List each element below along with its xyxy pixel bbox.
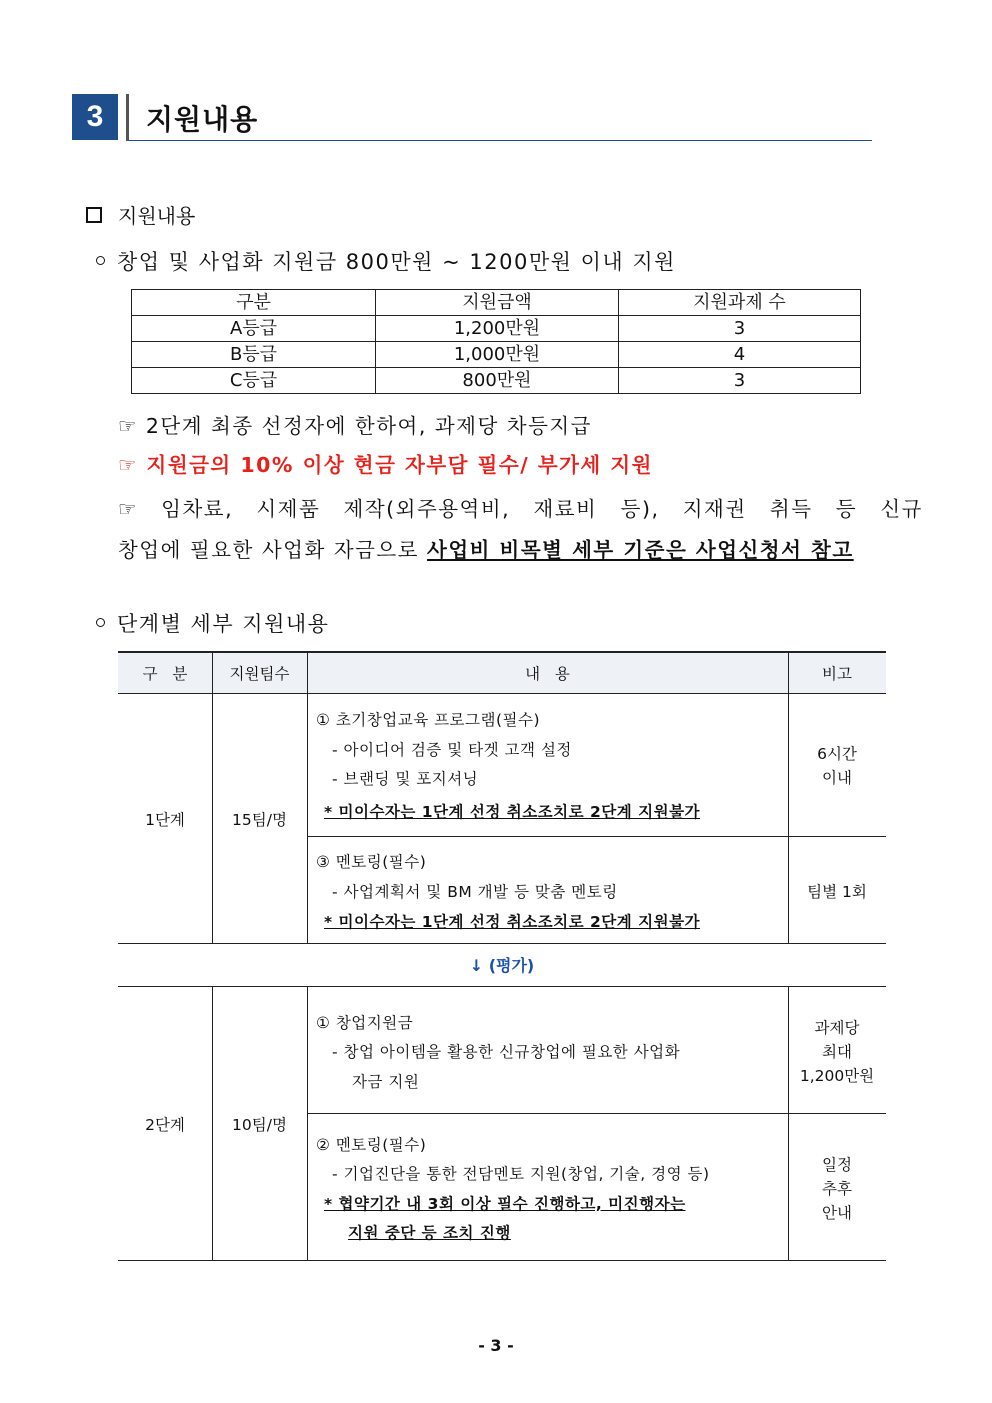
table-cell: C등급 [132,368,376,394]
stage2-block1-remark-line1: 과제당 [814,1019,860,1037]
table-cell: 4 [619,342,861,368]
table-bottom-border [118,1260,886,1261]
checkbox-square-icon [86,207,102,223]
stage2-top-border [118,986,886,987]
stage2-block1-remark-line2: 최대 [822,1043,852,1061]
stage2-block1-remark-line3: 1,200만원 [799,1067,875,1085]
subheading [86,200,195,229]
table-cell: 3 [619,368,861,394]
table-cell: 1,000만원 [376,342,619,368]
header-cell: 지원금액 [376,290,619,316]
stage1-block1-item: - 아이디어 검증 및 타겟 고객 설정 [332,741,572,759]
header-cell: 지원과제 수 [619,290,861,316]
header-content: 내 용 [525,665,570,683]
section-title: 지원내용 [146,103,259,136]
table-top-border [118,651,886,653]
stage1-teams: 15팀/명 [232,811,287,829]
header-bottom-border [118,693,886,694]
stage1-block1-note: * 미이수자는 1단계 선정 취소조치로 2단계 지원불가 [324,803,701,821]
stage2-name: 2단계 [145,1116,185,1134]
table-row [132,368,861,394]
table-cell: 800만원 [376,368,619,394]
stage1-block2-note: * 미이수자는 1단계 선정 취소조치로 2단계 지원불가 [324,913,701,931]
stage1-block2-title: ③ 멘토링(필수) [316,853,427,871]
circle-bullet-icon [96,256,105,265]
stage1-block1-item: - 브랜딩 및 포지셔닝 [332,770,479,788]
stage2-block2-title: ② 멘토링(필수) [316,1136,427,1154]
page-number: - 3 - [478,1336,514,1355]
stage2-block1-item-line2: 자금 지원 [352,1073,420,1091]
note-plain-text: 창업에 필요한 사업화 자금으로 [118,538,428,562]
evaluation-arrow: ↓ (평가) [469,956,535,975]
stage1-bottom-border [118,943,886,944]
stage1-block1-title: ① 초기창업교육 프로그램(필수) [316,711,541,729]
section-underline [128,140,872,141]
note-self-payment: ☞ 지원금의 10% 이상 현금 자부담 필수/ 부가세 지원 [118,453,653,477]
table-cell: 3 [619,316,861,342]
stage2-block2-remark-line2: 추후 [822,1180,852,1198]
note-expenses-line1: ☞ 임차료, 시제품 제작(외주용역비, 재료비 등), 지재권 취득 등 신규 [118,497,923,521]
note-stage2-only: ☞ 2단계 최종 선정자에 한하여, 과제당 차등지급 [118,414,592,438]
circle-bullet-icon [96,618,105,627]
stage1-block-divider [307,836,886,837]
stage2-block2-note-line2: 지원 중단 등 조치 진행 [348,1224,511,1242]
table-cell: A등급 [132,316,376,342]
header-cell: 구분 [132,290,376,316]
table-header-row [132,290,861,316]
bullet-support-amount [96,246,676,276]
stage2-block2-note-line1: * 협약기간 내 3회 이상 필수 진행하고, 미진행자는 [324,1195,686,1213]
header-teams: 지원팀수 [229,665,290,683]
section-number: 3 [72,94,118,140]
stage2-block1-item-line1: - 창업 아이템을 활용한 신규창업에 필요한 사업화 [332,1043,681,1061]
table-cell: 1,200만원 [376,316,619,342]
table-cell: B등급 [132,342,376,368]
bullet-stage-details [96,608,329,638]
stage2-block2-remark-line1: 일정 [822,1156,852,1174]
stage1-block1-remark-line2: 이내 [822,769,852,787]
header-gubun: 구 분 [142,665,188,683]
bullet-text: 단계별 세부 지원내용 [117,612,330,636]
header-remark: 비고 [822,665,852,683]
stage2-block2-item: - 기업진단을 통한 전담멘토 지원(창업, 기술, 경영 등) [332,1165,710,1183]
note-expenses-line2 [118,533,854,563]
stage2-block1-title: ① 창업지원금 [316,1014,414,1032]
col-divider [307,986,308,1260]
grade-table [131,289,861,394]
section-divider [126,94,129,141]
stage1-block2-remark: 팀별 1회 [807,883,867,901]
stage1-block2-item: - 사업계획서 및 BM 개발 등 맞춤 멘토링 [332,883,618,901]
stage2-block2-remark-line3: 안내 [822,1204,852,1222]
col-divider [212,651,213,943]
col-divider [307,651,308,943]
stage2-teams: 10팀/명 [232,1116,287,1134]
table-row [132,342,861,368]
stage1-block1-remark-line1: 6시간 [817,745,857,763]
table-row [132,316,861,342]
bullet-text: 창업 및 사업화 지원금 800만원 ~ 1200만원 이내 지원 [117,250,676,274]
subheading-text: 지원내용 [118,204,196,228]
stage1-name: 1단계 [145,811,185,829]
stage2-block-divider [307,1113,886,1114]
note-underlined-text: 사업비 비목별 세부 기준은 사업신청서 참고 [427,538,854,562]
